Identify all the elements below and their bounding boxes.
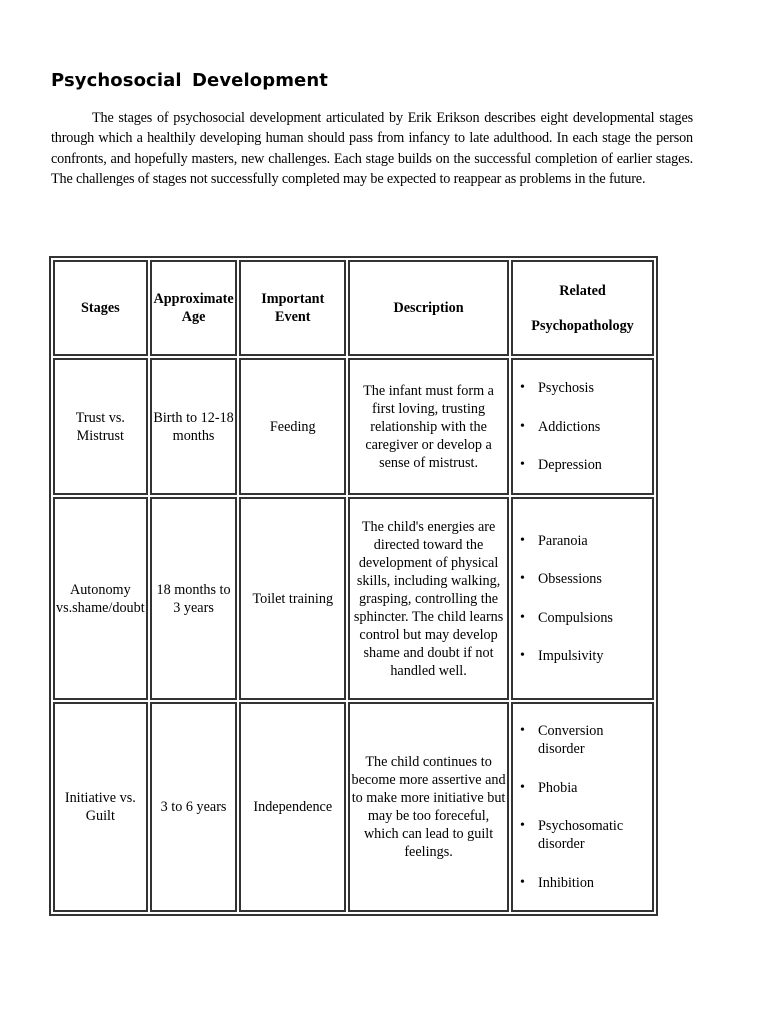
cell-description: The child continues to become more assertive and to make more initiative but may be too foreceful, which can lead to guilt feelings. bbox=[348, 702, 509, 912]
cell-pathologies bbox=[511, 497, 654, 700]
cell-age: 3 to 6 years bbox=[150, 702, 238, 912]
cell-stage: Initiative vs. Guilt bbox=[53, 702, 148, 912]
cell-stage: Autonomy vs.shame/doubt bbox=[53, 497, 148, 700]
pathology-item: • Paranoia bbox=[538, 532, 651, 550]
stages-table bbox=[49, 256, 658, 916]
cell-pathologies bbox=[511, 358, 654, 495]
cell-stage: Trust vs. Mistrust bbox=[53, 358, 148, 495]
header-psychopathology: Psychopathology bbox=[531, 317, 634, 334]
cell-event: Feeding bbox=[239, 358, 346, 495]
pathology-item: • Obsessions bbox=[538, 570, 651, 588]
pathology-item: • Psychosomatic disorder bbox=[538, 817, 651, 853]
cell-pathologies bbox=[511, 702, 654, 912]
intro-paragraph: The stages of psychosocial development articulated by Erik Erikson describes eight developmental stages through which a healthily developing human should pass from infancy to late adulthood. In each stage the person confronts, and hopefully masters, new challenges. Each stage builds on the successful completion of earlier stages. The challenges of stages not successfully completed may be expected to reappear as problems in the future. bbox=[51, 110, 693, 188]
table-row bbox=[53, 702, 654, 912]
pathology-item: • Impulsivity bbox=[538, 647, 651, 665]
table-header-row bbox=[53, 260, 654, 356]
pathology-item: • Phobia bbox=[538, 779, 651, 797]
header-related: Related bbox=[559, 282, 606, 299]
pathology-list bbox=[514, 722, 651, 891]
cell-description: The infant must form a first loving, trusting relationship with the caregiver or develop a sense of mistrust. bbox=[348, 358, 509, 495]
pathology-item: • Conversion disorder bbox=[538, 722, 651, 758]
header-stages: Stages bbox=[53, 260, 148, 356]
header-description: Description bbox=[348, 260, 509, 356]
table-row bbox=[53, 358, 654, 495]
pathology-item: • Compulsions bbox=[538, 609, 651, 627]
pathology-item: • Psychosis bbox=[538, 379, 651, 397]
table-row bbox=[53, 497, 654, 700]
cell-event: Toilet training bbox=[239, 497, 346, 700]
cell-age: 18 months to 3 years bbox=[150, 497, 238, 700]
pathology-item: • Depression bbox=[538, 456, 651, 474]
header-age: Approximate Age bbox=[150, 260, 238, 356]
cell-description: The child's energies are directed toward the development of physical skills, including walking, grasping, controlling the sphincter. The child learns control but may develop shame and doubt if not handled well. bbox=[348, 497, 509, 700]
pathology-item: • Inhibition bbox=[538, 874, 651, 892]
cell-event: Independence bbox=[239, 702, 346, 912]
header-event: Important Event bbox=[239, 260, 346, 356]
page-title: Psychosocial Development bbox=[51, 70, 328, 91]
pathology-item: • Addictions bbox=[538, 418, 651, 436]
pathology-list bbox=[514, 532, 651, 665]
pathology-list bbox=[514, 379, 651, 474]
cell-age: Birth to 12-18 months bbox=[150, 358, 238, 495]
header-related-psychopathology bbox=[511, 260, 654, 356]
